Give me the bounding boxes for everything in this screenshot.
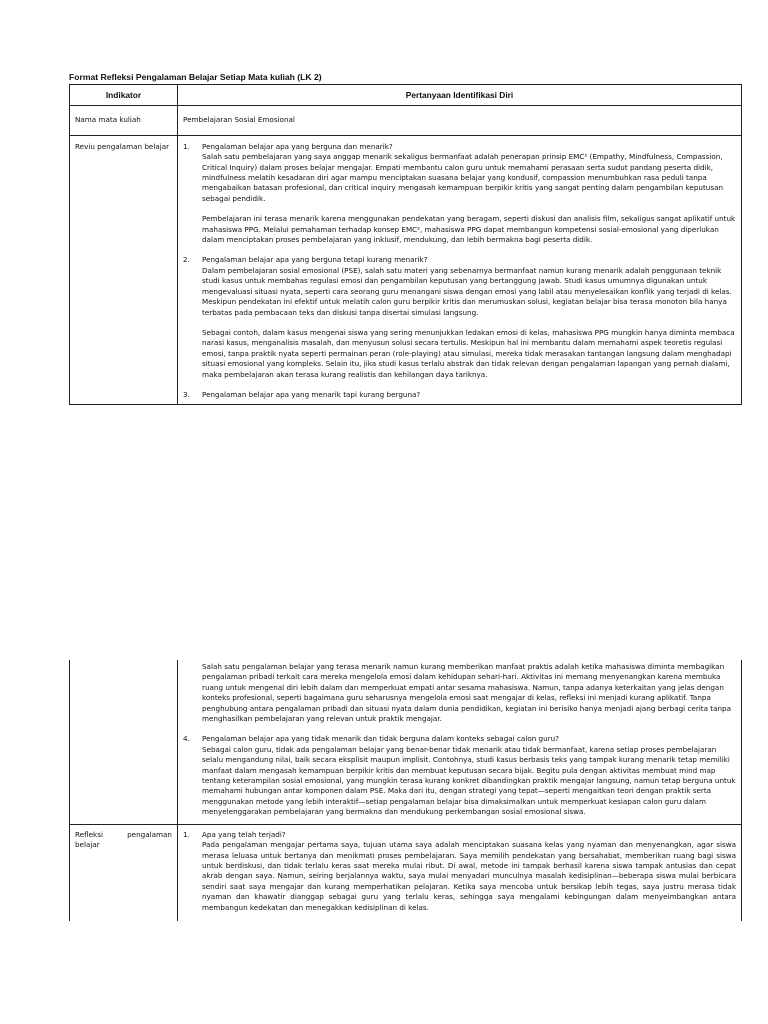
answer-paragraph: Sebagai contoh, dalam kasus mengenai siswa yang sering menunjukkan ledakan emosi di kelas, mahasiswa PPG mungkin hanya diminta membaca narasi kasus, menganalisis masalah, dan menyusun solusi secara tertulis. Meskipun hal ini membantu dalam memahami aspek teoretis regulasi emosi, tanpa praktik nyata seperti permainan peran (role-playing) atau simulasi, mereka tidak merasakan tantangan langsung dalam menghadapi situasi emosional yang kompleks. Selain itu, jika studi kasus terlalu abstrak dan tidak relevan dengan pengalaman lapangan yang pernah dialami, maka pembelajaran akan terasa kurang realistis dan kehilangan daya tariknya. [202, 327, 735, 379]
question-text: Pengalaman belajar apa yang menarik tapi kurang berguna? [202, 389, 421, 399]
answer-paragraph: Pada pengalaman mengajar pertama saya, tujuan utama saya adalah menciptakan suasana kelas yang nyaman dan menyenangkan, agar siswa merasa leluasa untuk bertanya dan menikmati proses pembelajaran. Saya memilih pendekatan yang bersahabat, memberikan ruang bagi siswa untuk berdiskusi, dan tidak terlalu keras saat mereka mulai ribut. Di awal, metode ini tampak berhasil karena siswa tampak antusias dan cepat akrab dengan saya. Namun, seiring berjalannya waktu, saya mulai menyadari munculnya masalah kedisiplinan—beberapa siswa mulai berbicara sendiri saat saya mengajar dan kurang memperhatikan pelajaran. Ketika saya mencoba untuk bersikap lebih tegas, saya justru merasa tidak nyaman dan khawatir dianggap sebagai guru yang terlalu keras, sehingga saya mengalami kebingungan dalam menyeimbangkan antara membangun kedekatan dan menegakkan kedisiplinan di kelas. [202, 840, 736, 912]
answer-paragraph: Salah satu pembelajaran yang saya anggap menarik sekaligus bermanfaat adalah penerapan prinsip EMC² (Empathy, Mindfulness, Compassion, Critical Inquiry) dalam proses belajar mengajar. Empati membantu calon guru untuk memahami perasaan serta sudut pandang peserta didik, mindfulness melatih kesadaran diri agar mampu menciptakan suasana belajar yang kondusif, compassion menumbuhkan rasa peduli tanpa mengabaikan batasan profesional, dan critical inquiry mengasah kemampuan berpikir kritis yang sangat penting dalam pengambilan keputusan sebagai pendidik. [202, 152, 724, 203]
value-nama-mata-kuliah: Pembelajaran Sosial Emosional [178, 106, 742, 135]
page-2 [0, 660, 768, 1024]
content-reviu [178, 135, 742, 405]
question-text: Pengalaman belajar apa yang berguna dan menarik? [202, 141, 393, 151]
reflection-table-continued [69, 660, 742, 921]
question-text: Apa yang telah terjadi? [202, 829, 286, 839]
question-number: 1. [183, 829, 190, 839]
page-gap [0, 540, 768, 660]
label-refleksi: Refleksi pengalaman belajar [70, 824, 178, 921]
reflection-table [69, 84, 742, 405]
label-reviu-continued [70, 660, 178, 824]
table-row-reviu-continued [70, 660, 742, 824]
document-title: Format Refleksi Pengalaman Belajar Setiap Mata kuliah (LK 2) [69, 72, 322, 82]
content-reviu-continued [178, 660, 742, 824]
question-number: 3. [183, 389, 190, 399]
answer-paragraph: Dalam pembelajaran sosial emosional (PSE), salah satu materi yang sebenarnya bermanfaat namun kurang menarik adalah penggunaan teknik studi kasus untuk membahas regulasi emosi dan pengambilan keputusan yang bertanggung jawab. Studi kasus umumnya digunakan untuk mengevaluasi situasi nyata, seperti cara seorang guru menangani siswa dengan emosi yang labil atau menyelesaikan konflik yang terjadi di kelas. Meskipun pendekatan ini efektif untuk melatih calon guru berpikir kritis dan merumuskan solusi, kegiatan belajar bisa terasa monoton bila hanya terbatas pada pembacaan teks dan diskusi tanpa disertai simulasi langsung. [202, 265, 732, 317]
question-2 [183, 255, 736, 265]
table-row-refleksi [70, 824, 742, 921]
label-nama-mata-kuliah: Nama mata kuliah [70, 106, 178, 135]
question-1 [183, 830, 736, 840]
question-3 [183, 390, 736, 400]
table-row-reviu [70, 135, 742, 405]
question-number: 4. [183, 734, 190, 744]
question-1 [183, 142, 736, 152]
table-header-row [70, 85, 742, 106]
header-pertanyaan: Pertanyaan Identifikasi Diri [178, 85, 742, 106]
question-text: Pengalaman belajar apa yang tidak menarik dan tidak berguna dalam konteks sebagai calon guru? [202, 734, 559, 744]
answer-paragraph: Pembelajaran ini terasa menarik karena menggunakan pendekatan yang beragam, seperti diskusi dan analisis film, sekaligus sangat aplikatif untuk mahasiswa PPG. Melalui pemahaman terhadap konsep EMC², mahasiswa PPG dapat membangun kompetensi sosial-emosional yang diperlukan dalam menciptakan proses pembelajaran yang inklusif, mendukung, dan lebih bermakna bagi peserta didik. [202, 214, 736, 245]
answer-paragraph: Sebagai calon guru, tidak ada pengalaman belajar yang benar-benar tidak menarik atau tidak bermanfaat, karena setiap proses pembelajaran selalu mengandung nilai, baik secara eksplisit maupun implisit. Contohnya, studi kasus berbasis teks yang tampak kurang menarik tetap memiliki manfaat dalam mengasah kemampuan berpikir kritis dan membuat keputusan secara bijak. Begitu pula dengan aktivitas membuat mind map tentang keterampilan sosial emosional, yang mungkin terasa kurang konkret dibandingkan praktik mengajar langsung, namun tetap berguna untuk memahami hubungan antar komponen dalam PSE. Maka dari itu, dengan strategi yang tepat—seperti mengaitkan teori dengan praktik serta menggunakan metode yang lebih interaktif—setiap pengalaman belajar bisa dimaksimalkan untuk memperkuat kesiapan calon guru dalam menyelenggarakan pembelajaran yang bermakna dan mendukung perkembangan sosial emosional siswa. [202, 744, 736, 817]
header-indikator: Indikator [70, 85, 178, 106]
question-text: Pengalaman belajar apa yang berguna tetapi kurang menarik? [202, 255, 428, 265]
question-4 [183, 734, 736, 744]
question-number: 1. [183, 141, 190, 151]
table-row-mata-kuliah [70, 106, 742, 135]
label-reviu: Reviu pengalaman belajar [70, 135, 178, 405]
content-refleksi [178, 824, 742, 921]
question-number: 2. [183, 255, 190, 265]
answer-paragraph: Salah satu pengalaman belajar yang terasa menarik namun kurang memberikan manfaat praktis adalah ketika mahasiswa diminta membagikan pengalaman pribadi terkait cara mereka mengelola emosi dalam kehidupan sehari-hari. Aktivitas ini memang menyenangkan karena membuka ruang untuk mengenal diri lebih dalam dan memperkuat empati antar sesama mahasiswa. Namun, tanpa adanya keterkaitan yang jelas dengan konteks profesional, seperti bagaimana guru seharusnya mengelola emosi saat mengajar di kelas, refleksi ini menjadi kurang aplikatif. Tanpa penghubung antara pengalaman pribadi dan situasi nyata dalam dunia pendidikan, kegiatan ini berisiko hanya menjadi ajang berbagi cerita tanpa menghasilkan pembelajaran yang relevan untuk praktik mengajar. [202, 662, 732, 724]
